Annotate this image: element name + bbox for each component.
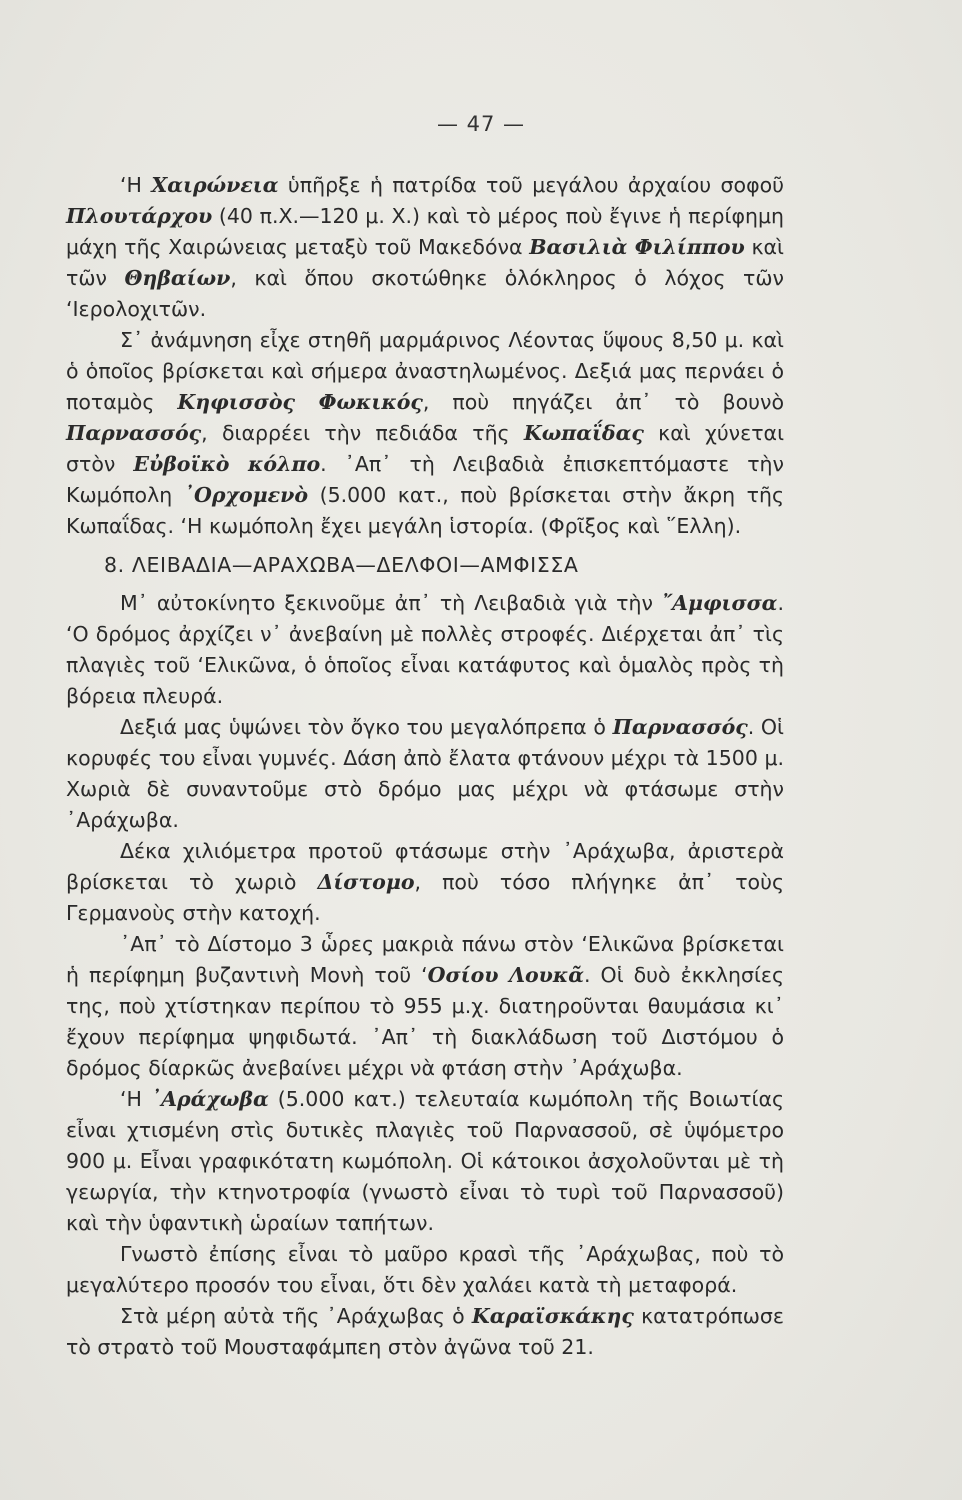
emphasized-name: Παρνασσός	[612, 715, 748, 739]
paragraph	[66, 712, 784, 836]
emphasized-name: Καραϊσκάκης	[471, 1304, 634, 1328]
text-run: . Οἱ κορυφές του εἶναι γυμνές. Δάση ἀπὸ ἔλατα φτάνουν μέχρι τὰ 1500 μ. Χωριὰ δὲ συναντοῦμε στὸ δρόμο μας μέχρι νὰ φτάσωμε στὴν ᾽Αράχωβα.	[66, 715, 784, 832]
text-run: . ᾽Απ᾽ τὴ Λειβαδιὰ ἐπισκεπτόμαστε τὴν Κωμόπολη	[66, 452, 784, 507]
page-number: — 47 —	[436, 112, 526, 136]
text-run: (5.000 κατ., ποὺ βρίσκεται στὴν ἄκρη τῆς Κωπαΐδας. ‘Η κωμόπολη ἔχει μεγάλη ἱστορία. (Φρῖξος καὶ ῞Ελλη).	[66, 483, 784, 538]
text-run: ‘Η	[120, 1087, 151, 1111]
emphasized-name: Εὐβοϊκὸ κόλπο	[133, 452, 321, 476]
emphasized-name: ᾽Αράχωβα	[150, 1087, 269, 1111]
text-run: Μ᾽ αὐτοκίνητο ξεκινοῦμε ἀπ᾽ τὴ Λειβαδιὰ γιὰ τὴν	[120, 591, 662, 615]
emphasized-name: Κωπαΐδας	[523, 421, 644, 445]
paragraph	[66, 170, 784, 325]
text-run: , ποὺ πηγάζει ἀπ᾽ τὸ βουνὸ	[422, 390, 784, 414]
emphasized-name: Βασιλιὰ Φιλίππου	[529, 235, 745, 259]
text-run: ‘Η	[120, 173, 152, 197]
emphasized-name: Πλουτάρχου	[66, 204, 213, 228]
paragraph	[66, 836, 784, 929]
text-run: Δέκα χιλιόμετρα προτοῦ φτάσωμε στὴν ᾽Αράχωβα, ἀριστερὰ βρίσκεται τὸ χωριὸ	[66, 839, 784, 894]
text-run: Δεξιά μας ὑψώνει τὸν ὄγκο του μεγαλόπρεπα ὁ	[120, 715, 613, 739]
emphasized-name: Χαιρώνεια	[151, 173, 279, 197]
text-run: ὑπῆρξε ἡ πατρίδα τοῦ μεγάλου ἀρχαίου σοφοῦ	[278, 173, 784, 197]
paragraph	[66, 929, 784, 1084]
text-run: κατατρόπωσε τὸ στρατὸ τοῦ Μουσταφάμπεη στὸν ἀγῶνα τοῦ 21.	[66, 1304, 785, 1359]
text-run: Γνωστὸ ἐπίσης εἶναι τὸ μαῦρο κρασὶ τῆς ᾽Αράχωβας, ποὺ τὸ μεγαλύτερο προσόν του εἶναι, ὅτι δὲν χαλάει κατὰ τὴ μεταφορά.	[66, 1242, 784, 1297]
text-run: , διαρρέει τὴν πεδιάδα τῆς	[201, 421, 524, 445]
text-run: . Οἱ δυὸ ἐκκλησίες της, ποὺ χτίστηκαν περίπου τὸ 955 μ.χ. διατηροῦνται θαυμάσια κι᾽ ἔχουν περίφημα ψηφιδωτά. ᾽Απ᾽ τὴ διακλάδωση τοῦ Διστόμου ὁ δρόμος δίαρκῶς ἀνεβαίνει μέχρι νὰ φτάση στὴν ᾽Αράχωβα.	[66, 963, 784, 1080]
text-run: , καὶ ὅπου σκοτώθηκε ὁλόκληρος ὁ λόχος τῶν ‘Ιερολοχιτῶν.	[66, 266, 784, 321]
emphasized-name: Οσίου Λουκᾶ	[427, 963, 585, 987]
emphasized-name: ᾽Ορχομενὸ	[183, 483, 309, 507]
text-run: (5.000 κατ.) τελευταία κωμόπολη τῆς Βοιωτίας εἶναι χτισμένη στὶς δυτικὲς πλαγιὲς τοῦ Παρνασσοῦ, σὲ ὑψόμετρο 900 μ. Εἶναι γραφικότατη κωμόπολη. Οἱ κάτοικοι ἀσχολοῦνται μὲ τὴ γεωργία, τὴν κτηνοτροφία (γνωστὸ εἶναι τὸ τυρὶ τοῦ Παρνασσοῦ) καὶ τὴν ὑφαντικὴ ὡραίων ταπήτων.	[66, 1087, 785, 1235]
text-run: . ‘Ο δρόμος ἀρχίζει ν᾽ ἀνεβαίνη μὲ πολλὲς στροφές. Διέρχεται ἀπ᾽ τὶς πλαγιὲς τοῦ ‘Ελικῶνα, ὁ ὁποῖος εἶναι κατάφυτος καὶ ὁμαλὸς πρὸς τὴ βόρεια πλευρά.	[66, 591, 784, 708]
emphasized-name: Κηφισσὸς Φωκικός	[177, 390, 423, 414]
emphasized-name: Παρνασσός	[66, 421, 202, 445]
paragraph	[66, 1301, 784, 1363]
emphasized-name: Δίστομο	[317, 870, 415, 894]
section-chaironeia	[66, 170, 784, 542]
text-run: καὶ χύνεται στὸν	[66, 421, 785, 476]
paragraph	[66, 325, 784, 542]
text-run: Σ᾽ ἀνάμνηση εἶχε στηθῆ μαρμάρινος Λέοντας ὕψους 8,50 μ. καὶ ὁ ὁποῖος βρίσκεται καὶ σήμερα ἀναστηλωμένος. Δεξιά μας περνάει ὁ ποταμὸς	[66, 328, 784, 414]
text-run: , ποὺ τόσο πλήγηκε ἀπ᾽ τοὺς Γερμανοὺς στὴν κατοχή.	[66, 870, 784, 925]
text-run: καὶ τῶν	[66, 235, 784, 290]
text-run: Στὰ μέρη αὐτὰ τῆς ᾽Αράχωβας ὁ	[120, 1304, 472, 1328]
paragraph	[66, 588, 784, 712]
paragraph	[66, 1239, 784, 1301]
text-run: (40 π.Χ.—120 μ. Χ.) καὶ τὸ μέρος ποὺ ἔγινε ἡ περίφημη μάχη τῆς Χαιρώνειας μεταξὺ τοῦ Μακεδόνα	[66, 204, 784, 259]
emphasized-name: ῎Αμφισσα	[661, 591, 778, 615]
section-livadia-amfissa	[66, 588, 784, 1363]
section-heading: 8. ΛΕΙΒΑΔΙΑ—ΑΡΑΧΩΒΑ—ΔΕΛΦΟΙ—ΑΜΦΙΣΣΑ	[104, 553, 579, 577]
text-run: ᾽Απ᾽ τὸ Δίστομο 3 ὧρες μακριὰ πάνω στὸν ‘Ελικῶνα βρίσκεται ἡ περίφημη βυζαντινὴ Μονὴ τοῦ ‘	[66, 932, 784, 987]
paragraph	[66, 1084, 784, 1239]
emphasized-name: Θηβαίων	[124, 266, 231, 290]
